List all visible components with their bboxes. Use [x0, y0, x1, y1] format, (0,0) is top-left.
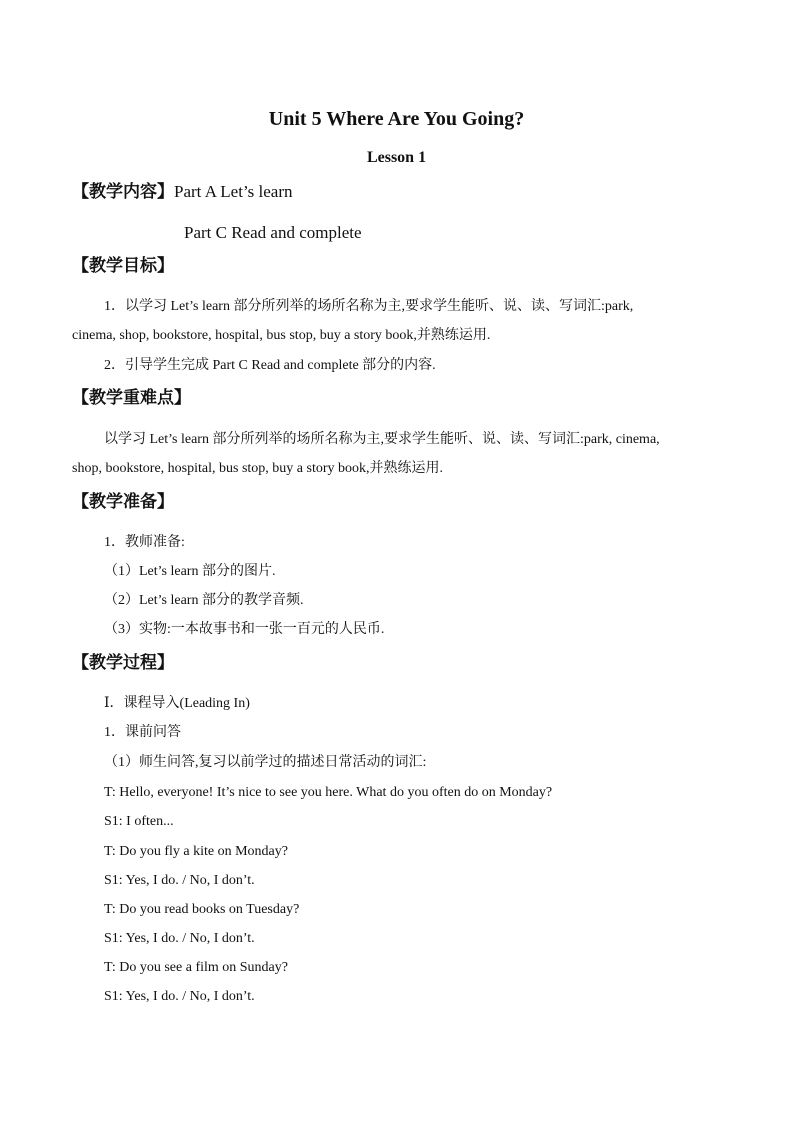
dialogue-line: T: Do you see a film on Sunday?: [104, 960, 288, 975]
section-heading-objectives: 【教学目标】: [72, 256, 174, 275]
content-line-1: Part A Let’s learn: [174, 182, 293, 201]
content-heading-label: 【教学内容】: [72, 182, 174, 201]
lesson-subtitle: Lesson 1: [366, 149, 427, 166]
dialogue-line: S1: Yes, I do. / No, I don’t.: [104, 931, 255, 946]
dialogue-line: S1: Yes, I do. / No, I don’t.: [104, 873, 255, 888]
section-heading-process: 【教学过程】: [72, 653, 174, 672]
preparation-line-3: （2）Let’s learn 部分的教学音频.: [104, 593, 304, 608]
section-heading-key-points: 【教学重难点】: [72, 388, 191, 407]
process-step-1-sub-1: （1）师生问答,复习以前学过的描述日常活动的词汇:: [104, 755, 427, 770]
section-heading-preparation: 【教学准备】: [72, 492, 174, 511]
dialogue-line: T: Hello, everyone! It’s nice to see you here. What do you often do on Monday?: [104, 785, 553, 800]
preparation-line-1: 1．教师准备:: [104, 535, 185, 550]
preparation-line-4: （3）实物:一本故事书和一张一百元的人民币.: [104, 622, 385, 637]
dialogue-line: S1: I often...: [104, 814, 174, 829]
key-points-line-2: shop, bookstore, hospital, bus stop, buy a story book,并熟练运用.: [72, 461, 443, 476]
dialogue-line: T: Do you fly a kite on Monday?: [104, 844, 288, 859]
dialogue-line: S1: Yes, I do. / No, I don’t.: [104, 989, 255, 1004]
page-title: Unit 5 Where Are You Going?: [268, 108, 525, 130]
objective-item-2: 2．引导学生完成 Part C Read and complete 部分的内容.: [104, 358, 436, 373]
preparation-line-2: （1）Let’s learn 部分的图片.: [104, 564, 276, 579]
dialogue-line: T: Do you read books on Tuesday?: [104, 902, 300, 917]
section-heading-content: [72, 180, 293, 204]
process-step-1: Ⅰ．课程导入(Leading In): [104, 696, 250, 711]
objective-item-1-line-2: cinema, shop, bookstore, hospital, bus stop, buy a story book,并熟练运用.: [72, 328, 491, 343]
content-line-2: Part C Read and complete: [184, 223, 362, 242]
key-points-line-1: 以学习 Let’s learn 部分所列举的场所名称为主,要求学生能听、说、读、写词汇:park, cinema,: [104, 432, 660, 447]
objective-item-1-line-1: 1．以学习 Let’s learn 部分所列举的场所名称为主,要求学生能听、说、读、写词汇:park,: [104, 299, 634, 314]
process-step-1-sub: 1．课前问答: [104, 725, 181, 740]
